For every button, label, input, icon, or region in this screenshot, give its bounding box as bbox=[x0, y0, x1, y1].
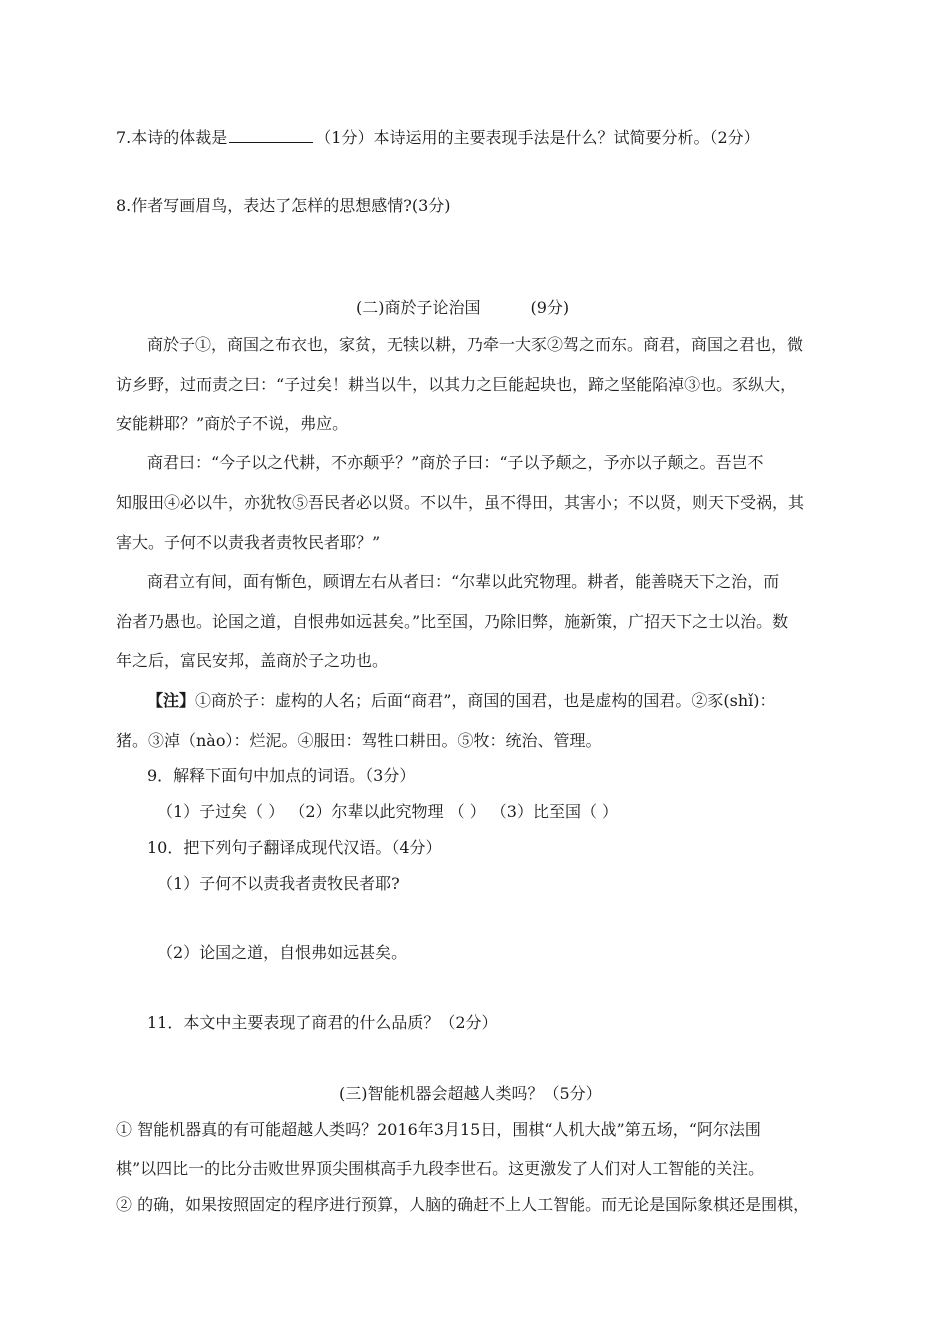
answer-blank[interactable] bbox=[229, 128, 313, 143]
section-2-title: (二)商於子论治国 (9分) bbox=[356, 298, 570, 317]
passage-line: ① 智能机器真的有可能超越人类吗？2016年3月15日，围棋“人机大战”第五场，“阿尔法围 bbox=[116, 1120, 761, 1139]
passage-line: 商於子①，商国之布衣也，家贫，无犊以耕，乃牵一大豕②驾之而东。商君，商国之君也，微 bbox=[147, 335, 804, 354]
annotation-line: 猪。③淖（nào）：烂泥。④服田：驾牲口耕田。⑤牧：统治、管理。 bbox=[116, 731, 602, 750]
passage-line: 商君曰：“今子以之代耕，不亦颠乎？”商於子曰：“子以予颠之，予亦以子颠之。吾岂不 bbox=[147, 453, 764, 472]
passage-line: 害大。子何不以责我者责牧民者耶？” bbox=[116, 533, 381, 552]
question-10-item-1: （1）子何不以责我者责牧民者耶? bbox=[157, 874, 400, 893]
passage-line: 治者乃愚也。论国之道，自恨弗如远甚矣。”比至国，乃除旧弊，施新策，广招天下之士以治。数 bbox=[116, 612, 789, 631]
question-9: 9．解释下面句中加点的词语。（3分） bbox=[147, 766, 416, 785]
passage-line: ② 的确，如果按照固定的程序进行预算，人脑的确赶不上人工智能。而无论是国际象棋还是围棋， bbox=[116, 1195, 810, 1214]
section-3-title: (三)智能机器会超越人类吗？（5分） bbox=[339, 1084, 602, 1103]
passage-line: 年之后，富民安邦，盖商於子之功也。 bbox=[116, 651, 389, 670]
passage-line: 商君立有间，面有惭色，顾谓左右从者曰：“尔辈以此究物理。耕者，能善晓天下之治，而 bbox=[147, 572, 780, 591]
passage-line: 安能耕耶？”商於子不说，弗应。 bbox=[116, 414, 349, 433]
question-8: 8.作者写画眉鸟，表达了怎样的思想感情?(3分) bbox=[116, 196, 451, 215]
passage-line: 知服田④必以牛，亦犹牧⑤吾民者必以贤。不以牛，虽不得田，其害小；不以贤，则天下受祸，其 bbox=[116, 493, 805, 512]
passage-line: 棋”以四比一的比分击败世界顶尖围棋高手九段李世石。这更激发了人们对人工智能的关注。 bbox=[116, 1159, 765, 1178]
question-9-items: （1）子过矣（ ） （2）尔辈以此究物理 （ ） （3）比至国（ ） bbox=[157, 802, 619, 821]
question-7: 7.本诗的体裁是 （1分）本诗运用的主要表现手法是什么？试简要分析。（2分） bbox=[116, 128, 760, 147]
note-tag: 【注】 bbox=[147, 691, 196, 710]
annotation-line: 【注】①商於子：虚构的人名；后面“商君”，商国的国君，也是虚构的国君。②豕(shǐ)： bbox=[147, 691, 776, 710]
passage-line: 访乡野，过而责之曰：“子过矣！耕当以牛，以其力之巨能起块也，蹄之坚能陷淖③也。豕纵大， bbox=[116, 375, 797, 394]
question-11: 11．本文中主要表现了商君的什么品质？（2分） bbox=[147, 1013, 498, 1032]
question-10-item-2: （2）论国之道，自恨弗如远甚矣。 bbox=[157, 943, 408, 962]
question-10: 10．把下列句子翻译成现代汉语。（4分） bbox=[147, 838, 442, 857]
